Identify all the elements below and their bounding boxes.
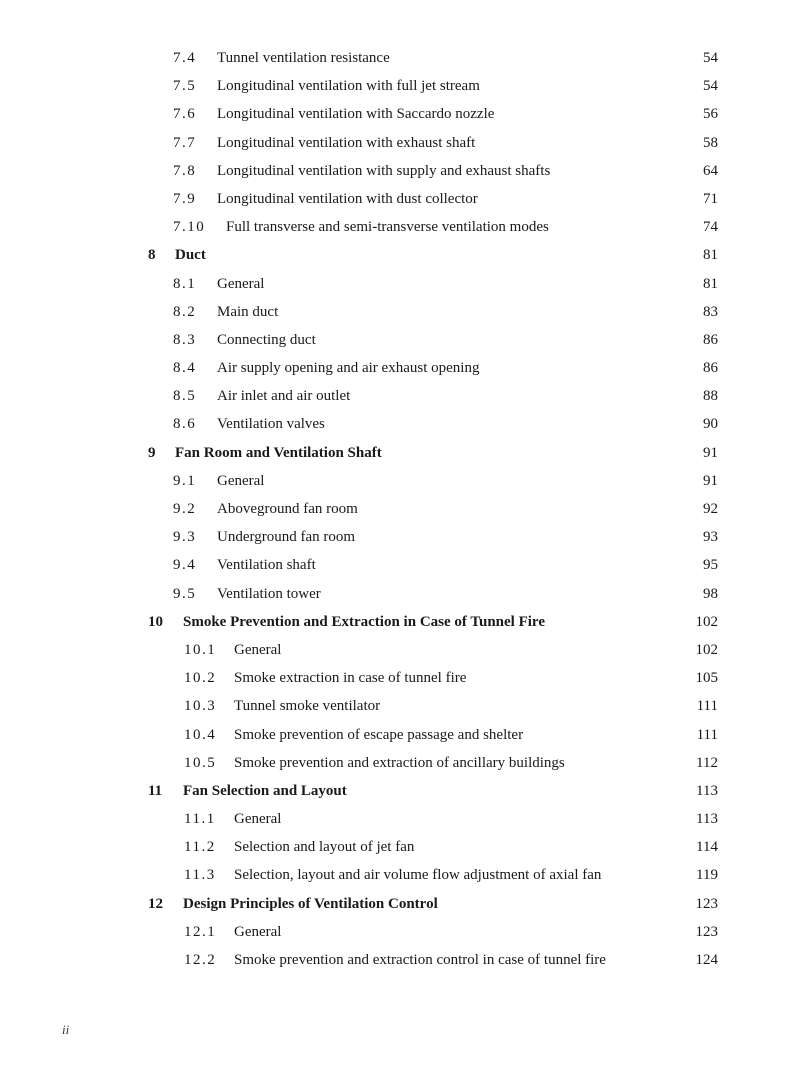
toc-entry-number: 12.2 (184, 952, 217, 968)
toc-entry-number: 7.7 (173, 134, 197, 151)
toc-entry-page-number: 114 (696, 839, 718, 856)
toc-entry-number: 8.5 (173, 388, 197, 405)
toc-entry-page-number: 111 (696, 698, 718, 715)
toc-entry-title: Connecting duct (217, 331, 316, 348)
toc-entry-title: Smoke extraction in case of tunnel fire (234, 670, 467, 687)
toc-entry-page-number: 119 (696, 867, 718, 884)
toc-entry-page-number: 64 (703, 162, 718, 179)
toc-entry-page-number: 81 (703, 275, 718, 292)
toc-entry-title: Tunnel smoke ventilator (234, 698, 381, 715)
toc-entry-title: Longitudinal ventilation with supply and exhaust shafts (217, 162, 551, 179)
toc-entry-page-number: 91 (703, 472, 718, 489)
toc-entry-number: 9.4 (173, 557, 197, 574)
toc-section-entry[interactable] (0, 749, 790, 777)
toc-section-entry[interactable] (0, 523, 790, 551)
toc-entry-page-number: 88 (703, 388, 718, 405)
toc-entry-number: 11 (148, 782, 163, 799)
toc-entry-title: Underground fan room (217, 529, 356, 546)
toc-section-entry[interactable] (0, 580, 790, 608)
toc-section-entry[interactable] (0, 861, 790, 889)
toc-section-entry[interactable] (0, 692, 790, 720)
toc-entry-number: 11.1 (184, 811, 216, 828)
toc-entry-title: Air inlet and air outlet (217, 388, 351, 405)
toc-entry-title: General (234, 641, 282, 658)
toc-entry-number: 7.6 (173, 106, 197, 123)
toc-entry-page-number: 86 (703, 331, 718, 348)
toc-entry-page-number: 91 (703, 444, 718, 461)
toc-entry-number: 9.2 (173, 501, 197, 517)
toc-entry-page-number: 111 (696, 726, 718, 743)
toc-section-entry[interactable] (0, 157, 790, 185)
toc-entry-title: Main duct (217, 303, 279, 320)
toc-entry-number: 9.1 (173, 472, 197, 489)
toc-entry-page-number: 58 (703, 134, 718, 151)
toc-entry-number: 12.1 (184, 923, 217, 940)
toc-entry-page-number: 81 (703, 247, 718, 264)
toc-entry-title: Longitudinal ventilation with full jet stream (217, 78, 480, 95)
toc-chapter-entry[interactable] (0, 777, 790, 805)
toc-section-entry[interactable] (0, 382, 790, 410)
toc-entry-page-number: 93 (703, 529, 718, 546)
toc-entry-page-number: 112 (696, 754, 718, 771)
toc-entry-page-number: 102 (695, 641, 718, 658)
toc-entry-number: 8.2 (173, 303, 197, 320)
toc-entry-number: 10.4 (184, 726, 217, 743)
toc-entry-title: General (234, 923, 282, 940)
toc-entry-title: Ventilation valves (217, 416, 325, 433)
toc-entry-number: 8 (148, 247, 156, 264)
toc-entry-title: Smoke Prevention and Extraction in Case of Tunnel Fire (183, 613, 545, 630)
toc-entry-page-number: 124 (695, 952, 718, 968)
toc-entry-page-number: 113 (696, 782, 718, 799)
toc-section-entry[interactable] (0, 44, 790, 72)
toc-entry-number: 7.4 (173, 50, 197, 66)
toc-entry-number: 10.1 (184, 641, 217, 658)
toc-entry-number: 7.9 (173, 190, 197, 207)
toc-section-entry[interactable] (0, 185, 790, 213)
page-number-folio: ii (62, 1022, 70, 1037)
toc-entry-page-number: 71 (703, 190, 718, 207)
toc-section-entry[interactable] (0, 467, 790, 495)
toc-section-entry[interactable] (0, 410, 790, 438)
toc-entry-page-number: 92 (703, 501, 718, 517)
toc-entry-page-number: 74 (703, 219, 718, 236)
toc-section-entry[interactable] (0, 72, 790, 100)
toc-section-entry[interactable] (0, 551, 790, 579)
toc-entry-title: Ventilation tower (217, 585, 321, 602)
toc-section-entry[interactable] (0, 833, 790, 861)
toc-entry-title: Design Principles of Ventilation Control (183, 895, 438, 912)
toc-entry-title: Aboveground fan room (217, 501, 358, 517)
toc-section-entry[interactable] (0, 721, 790, 749)
toc-entry-title: Fan Selection and Layout (183, 782, 347, 799)
toc-entry-title: Longitudinal ventilation with Saccardo nozzle (217, 106, 495, 123)
toc-entry-page-number: 83 (703, 303, 718, 320)
toc-entry-title: General (217, 275, 265, 292)
toc-entry-number: 9.5 (173, 585, 197, 602)
toc-entry-number: 10 (148, 613, 163, 630)
toc-entry-title: Smoke prevention and extraction control in case of tunnel fire (234, 952, 606, 968)
toc-entry-title: Selection and layout of jet fan (234, 839, 415, 856)
toc-section-entry[interactable] (0, 100, 790, 128)
toc-entry-page-number: 113 (696, 811, 718, 828)
toc-entry-page-number: 90 (703, 416, 718, 433)
toc-section-entry[interactable] (0, 129, 790, 157)
toc-entry-page-number: 56 (703, 106, 718, 123)
toc-entry-page-number: 54 (703, 50, 718, 66)
toc-entry-number: 11.3 (184, 867, 216, 884)
toc-entry-number: 10.3 (184, 698, 217, 715)
toc-entry-number: 10.5 (184, 754, 217, 771)
toc-section-entry[interactable] (0, 298, 790, 326)
toc-section-entry[interactable] (0, 918, 790, 946)
toc-section-entry[interactable] (0, 664, 790, 692)
toc-entry-page-number: 54 (703, 78, 718, 95)
toc-entry-page-number: 86 (703, 360, 718, 377)
toc-entry-title: Air supply opening and air exhaust opening (217, 360, 480, 377)
toc-entry-page-number: 102 (695, 613, 718, 630)
toc-entry-number: 7.8 (173, 162, 197, 179)
toc-section-entry[interactable] (0, 326, 790, 354)
toc-entry-title: Ventilation shaft (217, 557, 316, 574)
toc-section-entry[interactable] (0, 636, 790, 664)
toc-entry-title: Smoke prevention and extraction of ancillary buildings (234, 754, 565, 771)
toc-entry-number: 10.2 (184, 670, 217, 687)
toc-entry-title: Longitudinal ventilation with dust collector (217, 190, 478, 207)
toc-entry-page-number: 95 (703, 557, 718, 574)
toc-chapter-entry[interactable] (0, 241, 790, 269)
toc-entry-page-number: 98 (703, 585, 718, 602)
toc-section-entry[interactable] (0, 805, 790, 833)
toc-chapter-entry[interactable] (0, 890, 790, 918)
toc-section-entry[interactable] (0, 354, 790, 382)
toc-entry-title: General (234, 811, 282, 828)
table-of-contents (0, 44, 790, 974)
toc-entry-title: Tunnel ventilation resistance (217, 50, 390, 66)
toc-section-entry[interactable] (0, 213, 790, 241)
toc-entry-number: 9.3 (173, 529, 197, 546)
toc-entry-number: 8.1 (173, 275, 197, 292)
toc-entry-number: 7.5 (173, 78, 197, 95)
toc-entry-number: 8.3 (173, 331, 197, 348)
toc-section-entry[interactable] (0, 946, 790, 974)
toc-entry-title: Smoke prevention of escape passage and shelter (234, 726, 524, 743)
toc-entry-number: 7.10 (173, 219, 206, 236)
toc-entry-number: 12 (148, 895, 163, 912)
toc-section-entry[interactable] (0, 495, 790, 523)
toc-entry-page-number: 105 (695, 670, 718, 687)
toc-entry-number: 11.2 (184, 839, 216, 856)
toc-entry-page-number: 123 (695, 895, 718, 912)
toc-entry-number: 9 (148, 444, 156, 461)
toc-entry-number: 8.6 (173, 416, 197, 433)
toc-chapter-entry[interactable] (0, 608, 790, 636)
toc-section-entry[interactable] (0, 270, 790, 298)
toc-chapter-entry[interactable] (0, 439, 790, 467)
toc-entry-title: Longitudinal ventilation with exhaust shaft (217, 134, 476, 151)
toc-entry-number: 8.4 (173, 360, 197, 377)
toc-entry-title: Selection, layout and air volume flow adjustment of axial fan (234, 867, 602, 884)
toc-entry-title: General (217, 472, 265, 489)
toc-entry-title: Full transverse and semi-transverse ventilation modes (226, 219, 549, 236)
toc-entry-title: Fan Room and Ventilation Shaft (175, 444, 382, 461)
toc-entry-title: Duct (175, 247, 206, 264)
toc-entry-page-number: 123 (695, 923, 718, 940)
